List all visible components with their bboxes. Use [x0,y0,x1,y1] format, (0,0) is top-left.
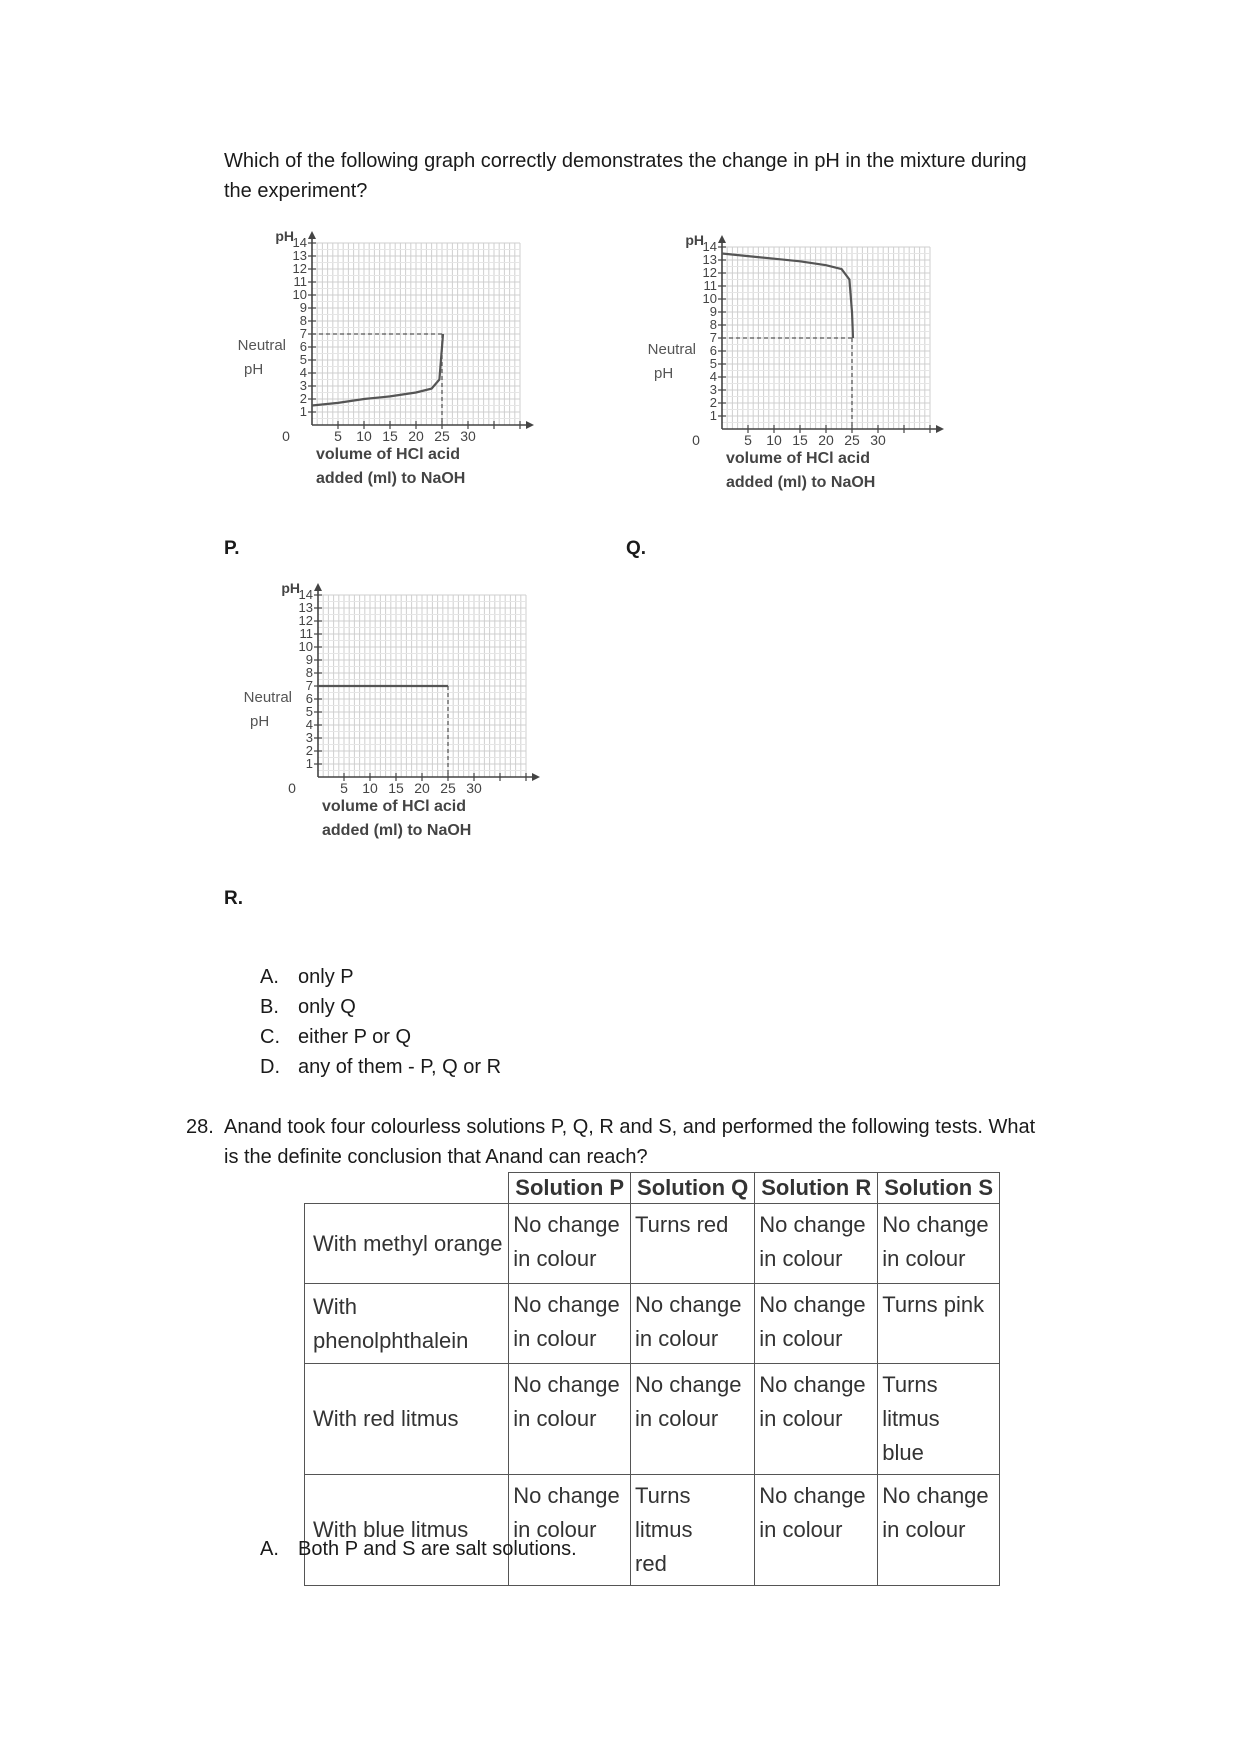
option-letter: A. [260,1538,279,1560]
table-row [305,1475,1000,1586]
indicator-test-table [304,1172,1000,1586]
result-line: No change [513,1372,620,1397]
neutral-label: Neutral [237,337,286,354]
x-tick-label: 30 [466,780,482,796]
result-cell [755,1284,878,1364]
neutral-label: Neutral [243,689,292,706]
y-tick-label: 10 [292,287,307,302]
y-tick-label: 11 [703,278,717,293]
table-row [305,1284,1000,1364]
result-line: blue [882,1440,924,1465]
y-tick-label: 1 [305,756,313,771]
x-tick-label: 15 [792,432,808,448]
y-tick-label: 5 [305,704,313,719]
x-tick-label: 20 [818,432,834,448]
y-tick-label: 5 [299,352,307,367]
graph-p-label: P. [224,538,240,559]
x-axis-label: volume of HCl acid [726,450,871,467]
option-b [260,992,356,1022]
x-tick-label: 0 [288,780,296,796]
result-line: No change [759,1372,866,1397]
x-tick-label: 30 [460,428,476,444]
x-tick-label: 5 [744,432,752,448]
y-tick-label: 4 [305,717,313,732]
y-tick-label: 7 [709,330,717,345]
x-tick-label: 10 [356,428,372,444]
y-axis-arrow [314,583,322,591]
question-28-number: 28. [186,1116,214,1138]
table-corner-cell [305,1173,509,1204]
y-tick-label: 8 [709,317,717,332]
x-axis-label-line2: added (ml) to NaOH [322,822,472,839]
y-tick-label: 12 [298,613,313,628]
option-text: Both P and S are salt solutions. [298,1538,577,1560]
table-row [305,1364,1000,1475]
option-text: only P [298,966,354,988]
y-axis-label: pH [685,232,704,248]
result-line: No change [635,1292,742,1317]
option-text: either P or Q [298,1026,412,1048]
q28-option-a [260,1534,577,1564]
result-line: No change [513,1483,620,1508]
x-tick-label: 0 [692,432,700,448]
table-header-row [305,1173,1000,1204]
option-letter: B. [260,996,279,1018]
x-tick-label: 25 [844,432,860,448]
graph-r-label: R. [224,888,243,909]
y-tick-label: 13 [702,252,717,267]
y-tick-label: 2 [305,743,313,758]
result-cell [878,1475,1000,1586]
x-tick-label: 20 [408,428,424,444]
option-letter: C. [260,1026,280,1048]
result-line: Turns litmus [882,1372,940,1431]
result-cell [755,1475,878,1586]
result-line: in colour [513,1406,597,1431]
result-line: in colour [759,1326,843,1351]
x-tick-label: 30 [870,432,886,448]
result-cell [878,1284,1000,1364]
question-28-line-1: Anand took four colourless solutions P, Q, R and S, and performed the following tests. What [224,1116,1036,1138]
option-text: only Q [298,996,356,1018]
result-cell [631,1475,755,1586]
y-tick-label: 9 [305,652,313,667]
y-tick-label: 3 [305,730,313,745]
result-line: No change [759,1212,866,1237]
header-solution-q: Solution Q [631,1173,755,1204]
y-tick-label: 14 [298,587,313,602]
result-cell [509,1284,631,1364]
x-tick-label: 15 [388,780,404,796]
neutral-label-ph: pH [654,365,674,382]
result-line: in colour [513,1246,597,1271]
y-tick-label: 10 [702,291,717,306]
result-cell [509,1204,631,1284]
result-line: Turns pink [882,1292,985,1317]
y-tick-label: 7 [305,678,313,693]
header-solution-r: Solution R [755,1173,878,1204]
x-tick-label: 10 [766,432,782,448]
question-27-line-2: the experiment? [224,180,368,202]
y-tick-label: 3 [709,382,717,397]
y-tick-label: 13 [298,600,313,615]
x-tick-label: 10 [362,780,378,796]
header-solution-p: Solution P [509,1173,631,1204]
y-tick-label: 3 [299,378,307,393]
result-line: red [635,1551,667,1576]
table-body [305,1204,1000,1586]
option-a [260,962,354,992]
x-tick-label: 25 [434,428,450,444]
test-name-cell: With methyl orange [305,1204,509,1284]
result-line: in colour [882,1517,966,1542]
header-solution-s: Solution S [878,1173,1000,1204]
x-axis-label: volume of HCl acid [316,446,461,463]
option-letter: D. [260,1056,280,1078]
graph-q [647,232,990,564]
y-axis-arrow [718,235,726,243]
neutral-label-ph: pH [250,713,270,730]
y-tick-label: 6 [299,339,307,354]
y-tick-label: 14 [292,235,307,250]
y-axis-label: pH [275,228,294,244]
y-tick-label: 8 [299,313,307,328]
result-line: in colour [759,1246,843,1271]
x-tick-label: 5 [334,428,342,444]
x-axis-label-line2: added (ml) to NaOH [316,470,466,487]
x-axis-arrow [532,773,540,781]
result-cell [878,1204,1000,1284]
graph-p [237,228,580,560]
graph-q-label: Q. [626,538,647,559]
result-line: in colour [759,1517,843,1542]
y-tick-label: 12 [292,261,307,276]
test-name-cell: With blue litmus [305,1475,509,1586]
x-tick-label: 5 [340,780,348,796]
option-c [260,1022,411,1052]
x-tick-label: 0 [282,428,290,444]
result-cell [631,1364,755,1475]
y-tick-label: 1 [299,404,307,419]
result-line: No change [759,1292,866,1317]
result-cell [631,1284,755,1364]
result-line: in colour [513,1517,597,1542]
question-28-line-2: is the definite conclusion that Anand can reach? [224,1146,648,1168]
result-line: No change [513,1212,620,1237]
result-cell [755,1204,878,1284]
result-line: in colour [635,1406,719,1431]
y-tick-label: 4 [299,365,307,380]
y-tick-label: 12 [702,265,717,280]
x-axis-label-line2: added (ml) to NaOH [726,474,876,491]
ph-curve [312,334,443,406]
y-tick-label: 2 [709,395,717,410]
y-tick-label: 1 [709,408,717,423]
y-tick-label: 7 [299,326,307,341]
x-axis-arrow [936,425,944,433]
y-tick-label: 2 [299,391,307,406]
option-d [260,1052,501,1082]
y-tick-label: 11 [293,274,307,289]
x-axis-label: volume of HCl acid [322,798,467,815]
result-line: in colour [759,1406,843,1431]
y-tick-label: 13 [292,248,307,263]
y-tick-label: 10 [298,639,313,654]
neutral-label-ph: pH [244,361,264,378]
neutral-label: Neutral [647,341,696,358]
result-line: in colour [882,1246,966,1271]
y-tick-label: 14 [702,239,717,254]
result-line: in colour [513,1326,597,1351]
table-row [305,1204,1000,1284]
result-cell [631,1204,755,1284]
result-line: Turns litmus [635,1483,693,1542]
result-cell [878,1364,1000,1475]
x-axis-arrow [526,421,534,429]
x-tick-label: 20 [414,780,430,796]
option-letter: A. [260,966,279,988]
question-27-line-1: Which of the following graph correctly demonstrates the change in pH in the mixture during [224,150,1027,172]
graph-r [243,580,586,912]
result-cell [509,1364,631,1475]
y-axis-arrow [308,231,316,239]
result-line: No change [635,1372,742,1397]
result-cell [509,1475,631,1586]
result-line: No change [759,1483,866,1508]
x-tick-label: 15 [382,428,398,444]
result-line: No change [882,1212,989,1237]
y-tick-label: 9 [299,300,307,315]
y-tick-label: 6 [709,343,717,358]
y-tick-label: 6 [305,691,313,706]
y-axis-label: pH [281,580,300,596]
result-line: No change [882,1483,989,1508]
result-line: in colour [635,1326,719,1351]
y-tick-label: 4 [709,369,717,384]
result-line: Turns red [635,1212,729,1237]
x-tick-label: 25 [440,780,456,796]
y-tick-label: 8 [305,665,313,680]
y-tick-label: 5 [709,356,717,371]
result-cell [755,1364,878,1475]
y-tick-label: 9 [709,304,717,319]
test-name-cell: With phenolphthalein [305,1284,509,1364]
result-line: No change [513,1292,620,1317]
y-tick-label: 11 [299,626,313,641]
test-name-cell: With red litmus [305,1364,509,1475]
option-text: any of them - P, Q or R [298,1056,502,1078]
